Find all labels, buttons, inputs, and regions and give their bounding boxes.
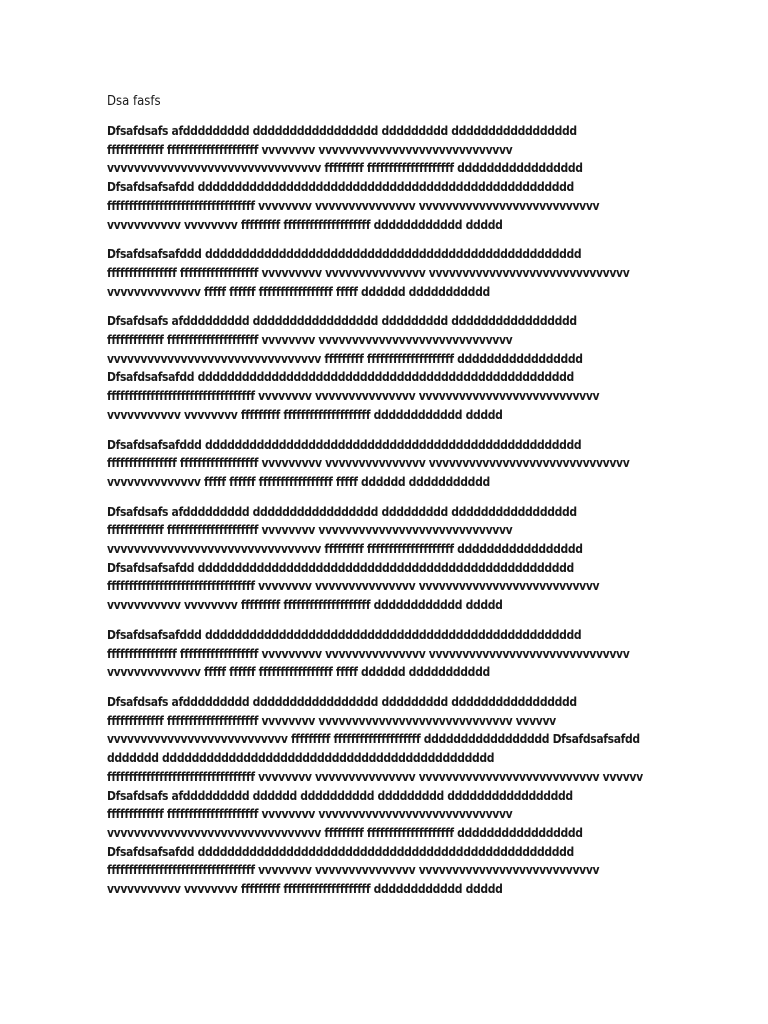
paragraph-line: ffffffffffffffffffffffffffffffffff vvvvvvvv vvvvvvvvvvvvvvv vvvvvvvvvvvvvvvvvvvvvvvvvvv vvvvvv <box>107 769 643 784</box>
paragraph-line: Dfsafdsafsafdd ddddddddddddddddddddddddddddddddddddddddddddddddddd <box>107 844 574 859</box>
paragraph-line: vvvvvvvvvvv vvvvvvvv fffffffff ffffffffffffffffffff dddddddddddd ddddd <box>107 882 503 897</box>
paragraph-line: Dfsafdsafsafddd ddddddddddddddddddddddddddddddddddddddddddddddddddd <box>107 247 582 262</box>
paragraph-line: vvvvvvvvvvvvvvvvvvvvvvvvvvvvvvvv fffffffff ffffffffffffffffffff ddddddddddddddddd <box>107 351 583 366</box>
document-title: Dsa fasfs <box>107 94 161 109</box>
document-body <box>107 94 667 899</box>
paragraph-line: ffffffffffffffffffffffffffffffffff vvvvvvvv vvvvvvvvvvvvvvv vvvvvvvvvvvvvvvvvvvvvvvvvvv <box>107 863 600 878</box>
paragraph-line: fffffffffffff fffffffffffffffffffff vvvvvvvv vvvvvvvvvvvvvvvvvvvvvvvvvvvvv <box>107 333 513 348</box>
paragraph-line: Dfsafdsafsafddd ddddddddddddddddddddddddddddddddddddddddddddddddddd <box>107 437 582 452</box>
paragraph-line: Dfsafdsafs afddddddddd ddddddddddddddddd ddddddddd ddddddddddddddddd <box>107 694 577 709</box>
paragraph-line: fffffffffffff fffffffffffffffffffff vvvvvvvv vvvvvvvvvvvvvvvvvvvvvvvvvvvvv vvvvvv <box>107 713 556 728</box>
paragraph <box>107 626 667 682</box>
paragraph-line: Dfsafdsafs afddddddddd dddddd dddddddddd ddddddddd ddddddddddddddddd <box>107 788 573 803</box>
paragraph-line: vvvvvvvvvvvvvv fffff ffffff fffffffffffffffff fffff dddddd ddddddddddd <box>107 284 490 299</box>
paragraph-line: Dfsafdsafsafdd ddddddddddddddddddddddddddddddddddddddddddddddddddd <box>107 180 574 195</box>
paragraph-line: ffffffffffffffff ffffffffffffffffff vvvvvvvvv vvvvvvvvvvvvvvv vvvvvvvvvvvvvvvvvvvvvvvvvvvvvv <box>107 646 630 661</box>
paragraph-line: Dfsafdsafs afddddddddd ddddddddddddddddd ddddddddd ddddddddddddddddd <box>107 504 577 519</box>
paragraph <box>107 122 667 234</box>
paragraph-line: vvvvvvvvvvvvvvvvvvvvvvvvvvvvvvvv fffffffff ffffffffffffffffffff ddddddddddddddddd <box>107 542 583 557</box>
paragraph-line: vvvvvvvvvvv vvvvvvvv fffffffff ffffffffffffffffffff dddddddddddd ddddd <box>107 407 503 422</box>
paragraph-line: Dfsafdsafsafddd ddddddddddddddddddddddddddddddddddddddddddddddddddd <box>107 627 582 642</box>
paragraph-line: vvvvvvvvvvvvvvvvvvvvvvvvvvvvvvvv fffffffff ffffffffffffffffffff ddddddddddddddddd <box>107 161 583 176</box>
paragraph-line: vvvvvvvvvvv vvvvvvvv fffffffff ffffffffffffffffffff dddddddddddd ddddd <box>107 217 503 232</box>
paragraph <box>107 693 667 899</box>
paragraph-list <box>107 122 667 899</box>
paragraph <box>107 503 667 615</box>
paragraph-line: ffffffffffffffff ffffffffffffffffff vvvvvvvvv vvvvvvvvvvvvvvv vvvvvvvvvvvvvvvvvvvvvvvvvvvvvv <box>107 265 630 280</box>
paragraph-line: fffffffffffff fffffffffffffffffffff vvvvvvvv vvvvvvvvvvvvvvvvvvvvvvvvvvvvv <box>107 523 513 538</box>
paragraph-line: Dfsafdsafs afddddddddd ddddddddddddddddd ddddddddd ddddddddddddddddd <box>107 124 577 138</box>
paragraph-line: fffffffffffff fffffffffffffffffffff vvvvvvvv vvvvvvvvvvvvvvvvvvvvvvvvvvvvv <box>107 807 513 822</box>
paragraph-line: ffffffffffffffffffffffffffffffffff vvvvvvvv vvvvvvvvvvvvvvv vvvvvvvvvvvvvvvvvvvvvvvvvvv <box>107 389 600 404</box>
paragraph-line: vvvvvvvvvvvvvv fffff ffffff fffffffffffffffff fffff dddddd ddddddddddd <box>107 474 490 489</box>
paragraph <box>107 436 667 492</box>
paragraph-line: fffffffffffff fffffffffffffffffffff vvvvvvvv vvvvvvvvvvvvvvvvvvvvvvvvvvvvv <box>107 142 513 157</box>
paragraph-line: Dfsafdsafs afddddddddd ddddddddddddddddd ddddddddd ddddddddddddddddd <box>107 314 577 329</box>
paragraph-line: Dfsafdsafsafdd ddddddddddddddddddddddddddddddddddddddddddddddddddd <box>107 370 574 385</box>
paragraph-line: ffffffffffffffffffffffffffffffffff vvvvvvvv vvvvvvvvvvvvvvv vvvvvvvvvvvvvvvvvvvvvvvvvvv <box>107 198 600 213</box>
paragraph-line: ddddddd ddddddddddddddddddddddddddddddddddddddddddddd <box>107 751 495 766</box>
paragraph-line: ffffffffffffffff ffffffffffffffffff vvvvvvvvv vvvvvvvvvvvvvvv vvvvvvvvvvvvvvvvvvvvvvvvvvvvvv <box>107 456 630 471</box>
paragraph <box>107 245 667 301</box>
paragraph-line: Dfsafdsafsafdd ddddddddddddddddddddddddddddddddddddddddddddddddddd <box>107 560 574 575</box>
paragraph-line: ffffffffffffffffffffffffffffffffff vvvvvvvv vvvvvvvvvvvvvvv vvvvvvvvvvvvvvvvvvvvvvvvvvv <box>107 579 600 594</box>
paragraph-line: vvvvvvvvvvvvvv fffff ffffff fffffffffffffffff fffff dddddd ddddddddddd <box>107 665 490 680</box>
paragraph <box>107 312 667 424</box>
paragraph-line: vvvvvvvvvvv vvvvvvvv fffffffff ffffffffffffffffffff dddddddddddd ddddd <box>107 598 503 613</box>
paragraph-line: vvvvvvvvvvvvvvvvvvvvvvvvvvvvvvvv fffffffff ffffffffffffffffffff ddddddddddddddddd <box>107 825 583 840</box>
paragraph-line: vvvvvvvvvvvvvvvvvvvvvvvvvvv fffffffff ffffffffffffffffffff ddddddddddddddddd Dfsafdsafsafdd <box>107 732 640 747</box>
